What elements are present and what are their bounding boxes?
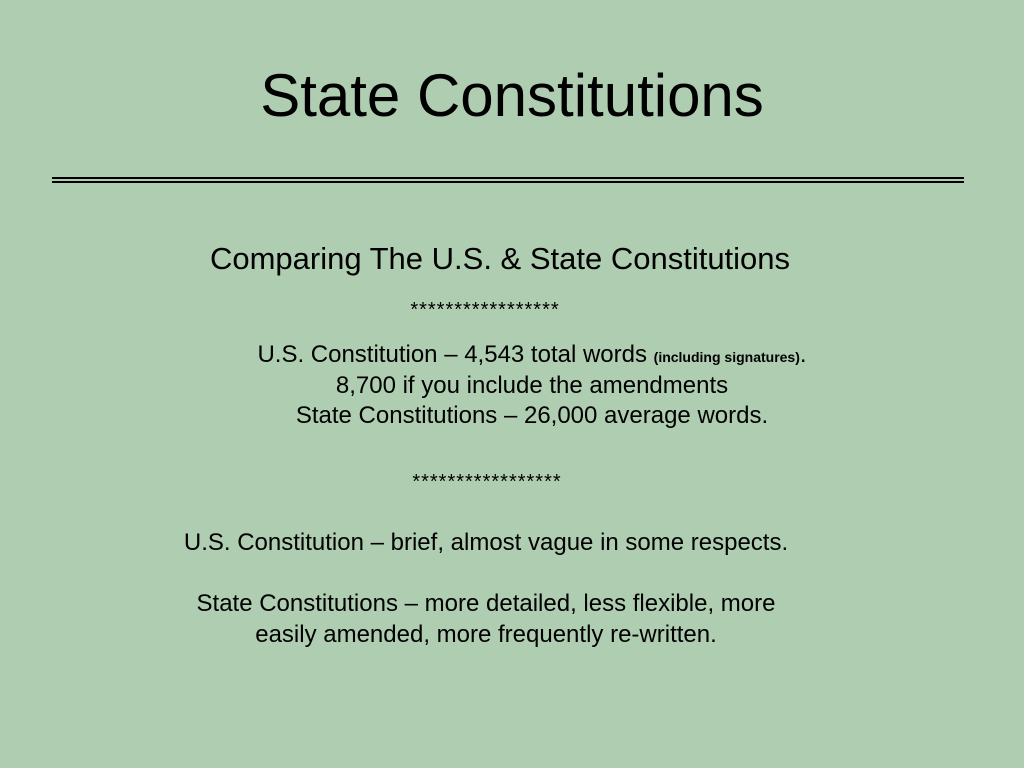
slide-title: State Constitutions	[260, 62, 764, 129]
us-constitution-word-count	[0, 340, 1024, 372]
amendments-word-count: 8,700 if you include the amendments	[335, 372, 729, 399]
state-constitutions-detail-line-2: easily amended, more frequently re-written.	[255, 621, 717, 648]
us-constitution-word-count-text: U.S. Constitution – 4,543 total words	[257, 341, 647, 368]
title-divider-top	[52, 177, 964, 179]
state-constitutions-detail-line-1: State Constitutions – more detailed, less flexible, more	[196, 590, 776, 617]
us-constitution-brief: U.S. Constitution – brief, almost vague in some respects.	[183, 529, 789, 556]
signatures-period: .	[799, 341, 807, 368]
state-constitutions-word-count: State Constitutions – 26,000 average words.	[295, 402, 769, 429]
title-divider-bottom	[52, 181, 964, 183]
asterisk-separator-2: *****************	[412, 471, 562, 493]
signatures-note: (including signatures)	[653, 349, 800, 365]
slide-subtitle: Comparing The U.S. & State Constitutions	[209, 241, 791, 276]
asterisk-separator-1: *****************	[410, 299, 560, 321]
